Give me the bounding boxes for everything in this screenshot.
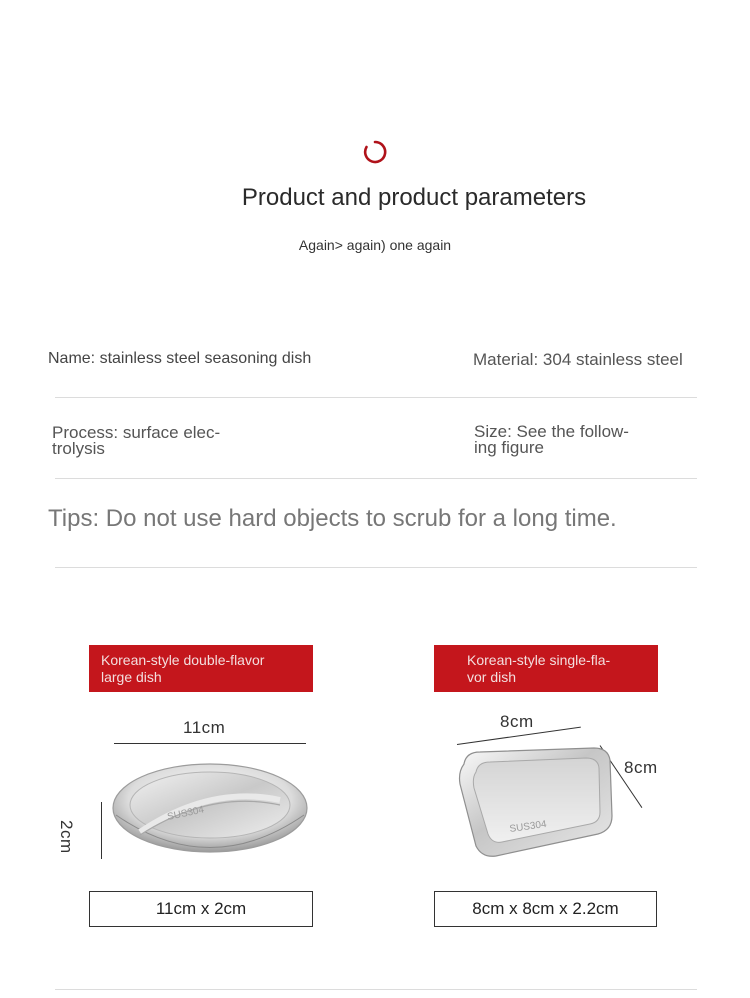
param-material: Material: 304 stainless steel — [473, 350, 683, 369]
width-label: 8cm — [500, 712, 534, 731]
double-dish-image — [110, 760, 310, 865]
height-label: 2cm — [57, 820, 76, 854]
engraving-text: SUS304 — [508, 818, 548, 835]
product-label: Korean-style single-fla- vor dish — [434, 645, 658, 692]
page-subtitle: Again> again) one again — [298, 237, 452, 253]
width-dimension-line — [114, 743, 306, 744]
product-label: Korean-style double-flavor large dish — [89, 645, 313, 692]
depth-label: 8cm — [624, 758, 658, 777]
divider — [55, 397, 697, 398]
single-dish-image — [456, 744, 618, 864]
engraving-text: SUS304 — [166, 804, 206, 823]
param-size: Size: See the follow- ing figure — [474, 422, 629, 457]
dimensions-box: 8cm x 8cm x 2.2cm — [434, 891, 657, 927]
height-dimension-line — [101, 802, 102, 859]
divider — [55, 478, 697, 479]
tips-text: Tips: Do not use hard objects to scrub for a long time. — [48, 505, 617, 532]
divider — [55, 989, 697, 990]
divider — [55, 567, 697, 568]
param-process: Process: surface elec- trolysis — [52, 423, 221, 458]
loading-ring-icon — [363, 140, 387, 164]
dimensions-box: 11cm x 2cm — [89, 891, 313, 927]
param-name: Name: stainless steel seasoning dish — [48, 350, 312, 367]
page-title: Product and product parameters — [241, 184, 587, 211]
width-label: 11cm — [183, 718, 226, 737]
